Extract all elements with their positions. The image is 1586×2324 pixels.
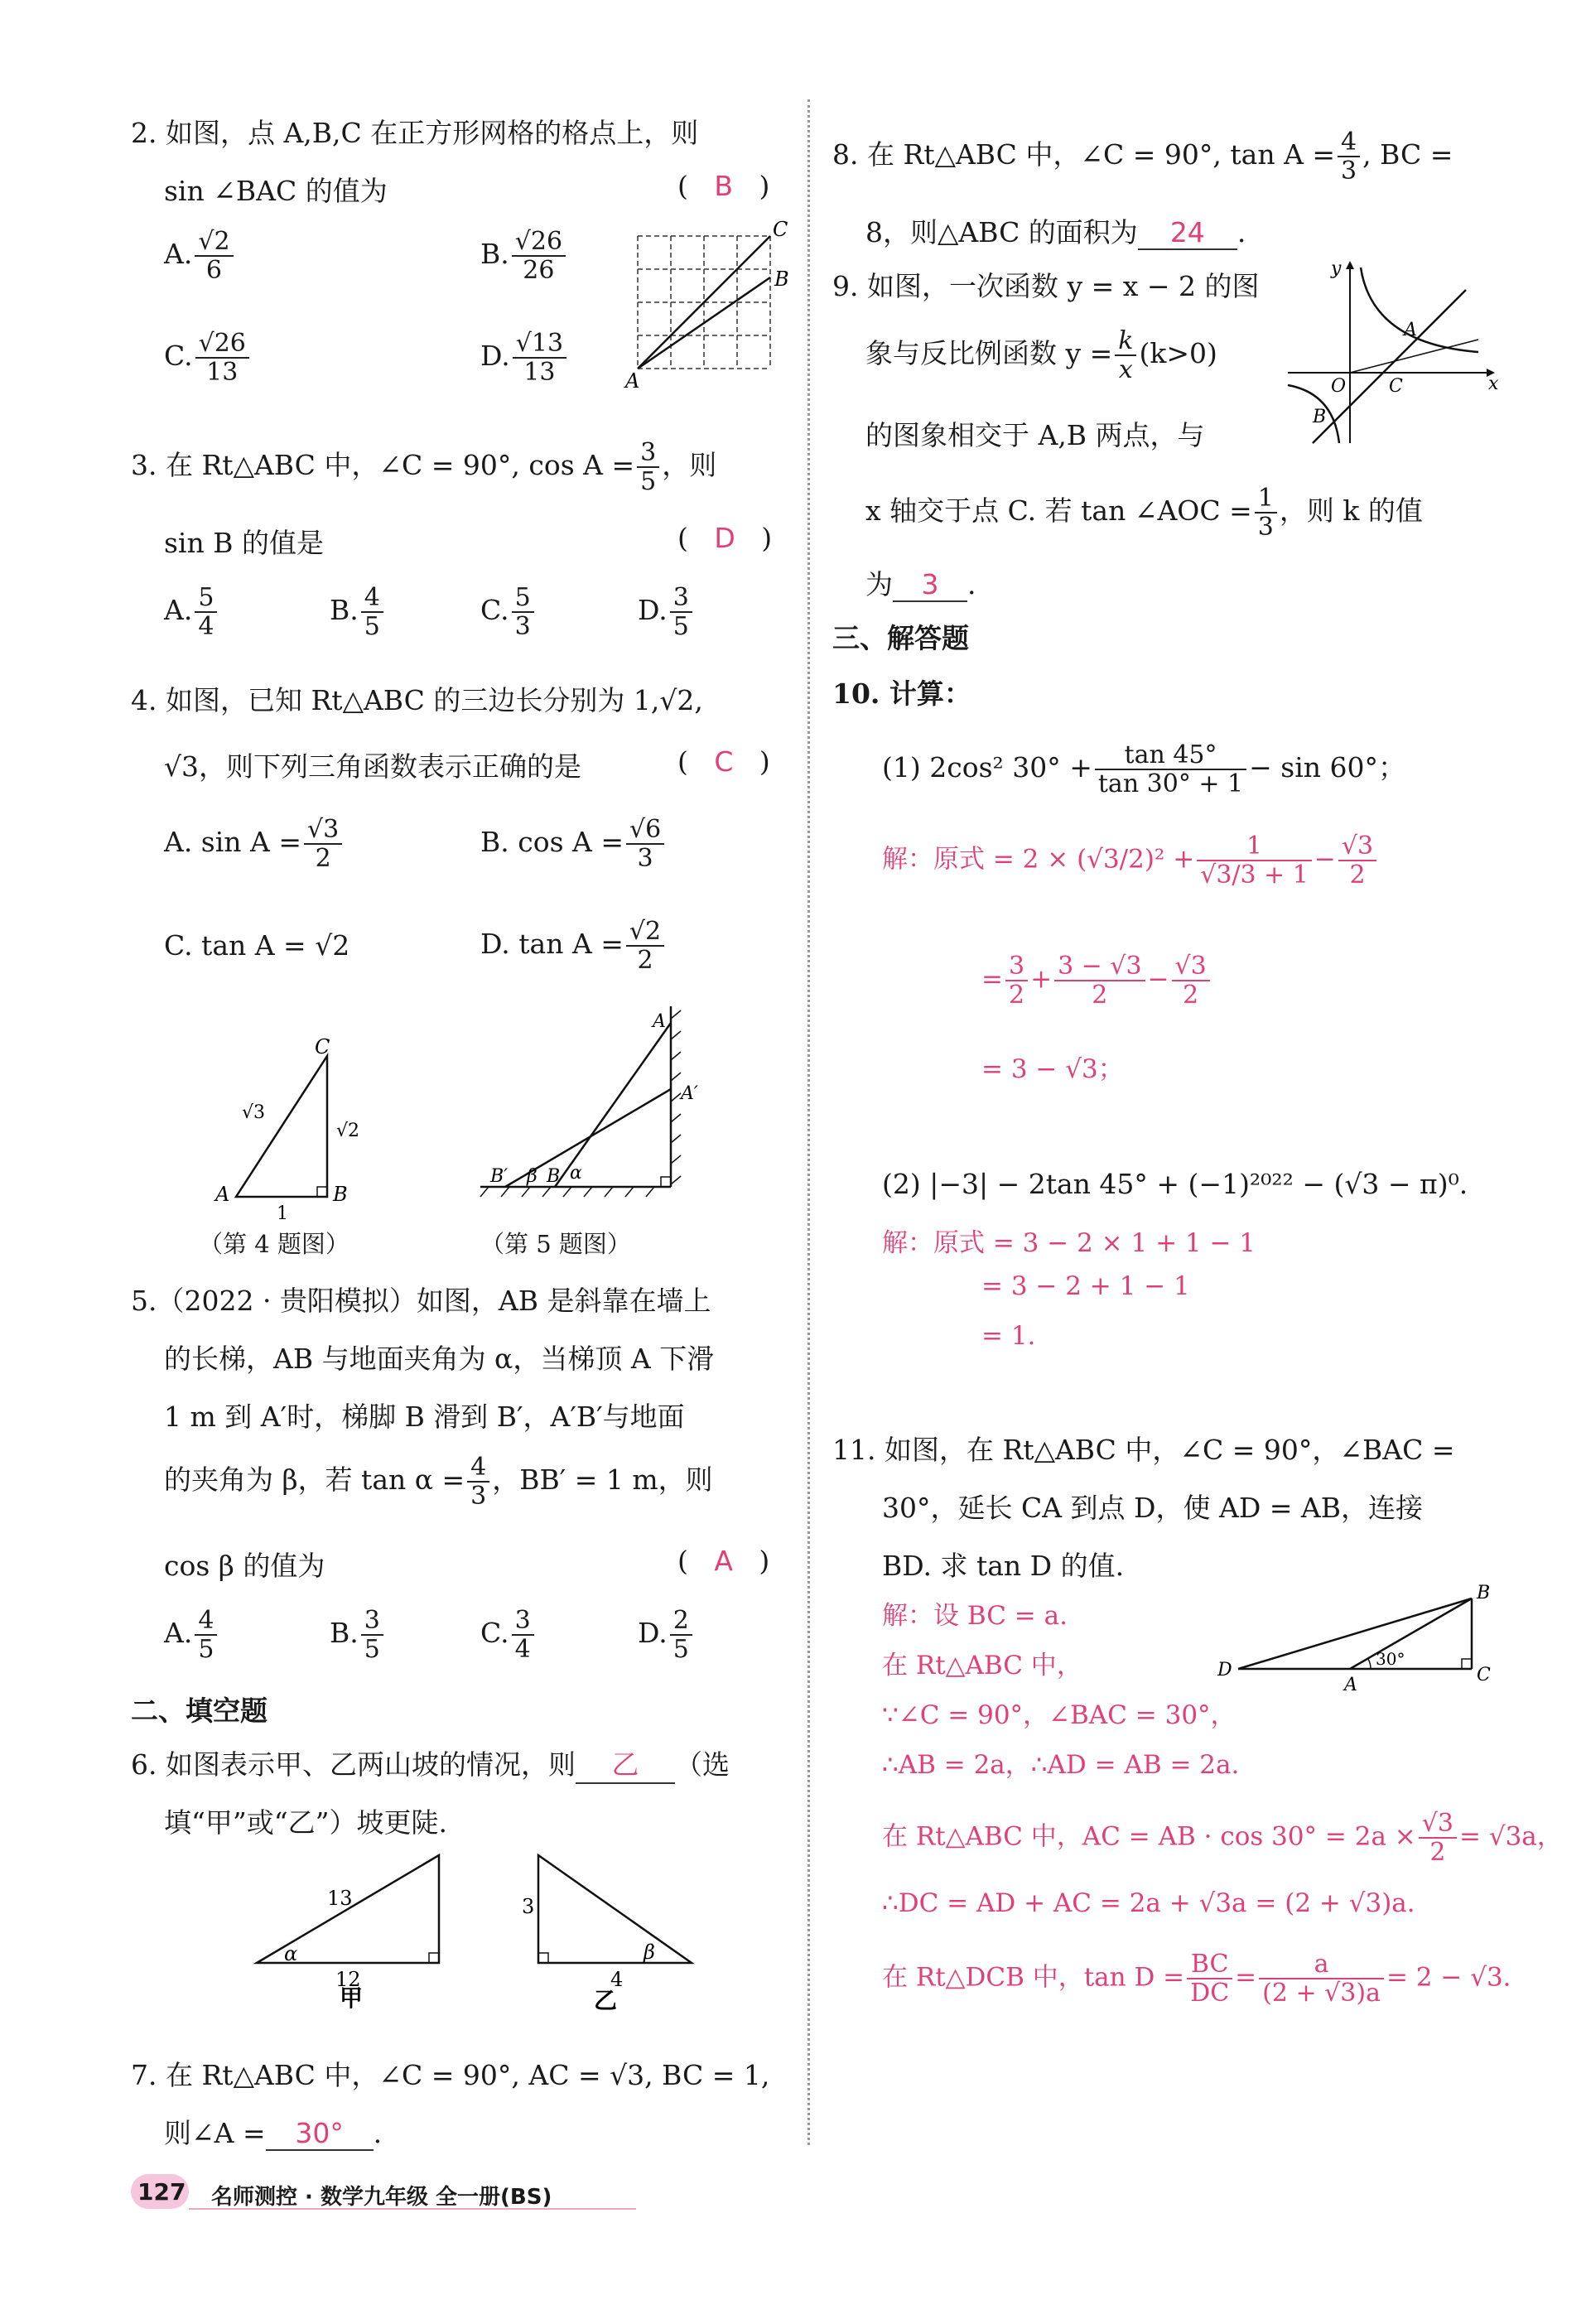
q3-stem-line1: 3. 在 Rt△ABC 中，∠C = 90°, cos A = $\frac{3}{5}$ ，则 bbox=[131, 438, 717, 496]
fig4-point-c: C bbox=[315, 1035, 330, 1058]
q3-answer: D bbox=[714, 522, 735, 554]
q11-angle-30: 30° bbox=[1376, 1649, 1405, 1669]
fig5-angle-beta: β bbox=[527, 1166, 538, 1187]
q3-option-b: B. $\frac{4}{5}$ bbox=[330, 584, 386, 640]
q5-option-a: A. $\frac{4}{5}$ bbox=[164, 1607, 219, 1663]
q11-point-d: D bbox=[1217, 1660, 1232, 1680]
q5-answer: A bbox=[714, 1545, 733, 1577]
q6-jia-base: 12 bbox=[335, 1968, 361, 1991]
q11-solution-line1: 解：设 BC = a. bbox=[882, 1601, 1068, 1631]
q4-stem-line1: 4. 如图，已知 Rt△ABC 的三边长分别为 1,√2, bbox=[131, 684, 703, 716]
footer-book-title: 名师测控 · 数学九年级 全一册(BS) bbox=[211, 2185, 552, 2210]
q11-line3: BD. 求 tan D 的值. bbox=[882, 1550, 1125, 1582]
q11-solution-line2: 在 Rt△ABC 中， bbox=[882, 1651, 1082, 1680]
page-number: 127 bbox=[137, 2178, 186, 2206]
q5-line1: 5.（2022 · 贵阳模拟）如图，AB 是斜靠在墙上 bbox=[131, 1285, 711, 1317]
q9-line1: 9. 如图，一次函数 y = x − 2 的图 bbox=[832, 270, 1260, 302]
column-divider bbox=[807, 99, 810, 2145]
q6-yi-angle: β bbox=[644, 1941, 655, 1964]
q2-option-b: B. $\frac{√26}{26}$ bbox=[480, 228, 568, 284]
q3-option-d: D. $\frac{3}{5}$ bbox=[638, 584, 695, 640]
q11-line1: 11. 如图，在 Rt△ABC 中，∠C = 90°，∠BAC = bbox=[832, 1434, 1455, 1466]
q8-line1: 8. 在 Rt△ABC 中，∠C = 90°, tan A = $\frac{4}{3}$ , BC = bbox=[832, 128, 1453, 186]
q11-solution-line7: 在 Rt△DCB 中，tan D = $\frac{BC}{DC}$ = $\frac{a}{(2 + √3)a}$ = 2 − √3. bbox=[882, 1950, 1511, 2008]
q9-function-graph bbox=[1280, 253, 1503, 456]
q6-yi-base: 4 bbox=[610, 1968, 624, 1991]
fig4-point-a: A bbox=[215, 1183, 230, 1206]
q2-option-d: D. $\frac{√13}{13}$ bbox=[480, 330, 569, 386]
q6-answer: 乙 bbox=[576, 1743, 675, 1784]
q10-solution2-line1: 解：原式 = 3 − 2 × 1 + 1 − 1 bbox=[882, 1228, 1256, 1258]
q6-slope-jia bbox=[244, 1847, 476, 2012]
q9-axis-y: y bbox=[1331, 258, 1342, 279]
q10-solution2-line3: = 1. bbox=[981, 1321, 1036, 1351]
q6-line2: 填“甲”或“乙”）坡更陡. bbox=[164, 1806, 447, 1839]
q7-line2: 则∠A = 30° . bbox=[164, 2117, 383, 2149]
q11-solution-line5: 在 Rt△ABC 中，AC = AB · cos 30° = 2a × $\frac{√3}{2}$ = √3a， bbox=[882, 1809, 1563, 1867]
q6-slope-yi bbox=[518, 1847, 708, 2014]
q2-stem-line1: 2. 如图，点 A,B,C 在正方形网格的格点上，则 bbox=[131, 117, 699, 149]
fig4-side-ab: 1 bbox=[277, 1203, 288, 1224]
q2-answer: B bbox=[714, 170, 733, 202]
q9-line5: 为 3 . bbox=[865, 568, 976, 600]
fig4-triangle bbox=[207, 1035, 398, 1234]
q11-point-c: C bbox=[1477, 1665, 1491, 1685]
fig5-point-a: A bbox=[653, 1011, 666, 1032]
q4-option-b: B. cos A = $\frac{√6}{3}$ bbox=[480, 816, 667, 872]
q3-stem-line2: sin B 的值是 bbox=[164, 527, 324, 559]
q5-option-d: D. $\frac{2}{5}$ bbox=[638, 1607, 695, 1663]
q5-line4: 的夹角为 β，若 tan α = $\frac{4}{3}$ ，BB′ = 1 m，则 bbox=[164, 1453, 713, 1511]
q11-solution-line6: ∴DC = AD + AC = 2a + √3a = (2 + √3)a. bbox=[882, 1888, 1415, 1918]
q9-axis-x: x bbox=[1488, 374, 1499, 394]
q2-answer-slot: ( B ) bbox=[677, 170, 770, 202]
q4-option-d: D. tan A = $\frac{√2}{2}$ bbox=[480, 918, 667, 974]
q7-answer: 30° bbox=[266, 2117, 374, 2151]
fig4-caption: （第 4 题图） bbox=[199, 1230, 349, 1258]
q10-part2: (2) |−3| − 2tan 45° + (−1)²⁰²² − (√3 − π)⁰. bbox=[882, 1168, 1468, 1200]
q9-line4: x 轴交于点 C. 若 tan ∠AOC = $\frac{1}{3}$ ，则 k 的值 bbox=[865, 484, 1423, 542]
q6-jia-hypotenuse: 13 bbox=[327, 1887, 353, 1910]
q11-triangle-figure bbox=[1213, 1578, 1507, 1710]
q11-solution-line3: ∵∠C = 90°，∠BAC = 30°， bbox=[882, 1700, 1237, 1730]
q5-line3: 1 m 到 A′时，梯脚 B 滑到 B′，A′B′与地面 bbox=[164, 1401, 685, 1433]
fig4-point-b: B bbox=[333, 1183, 348, 1206]
q8-line2: 8，则△ABC 的面积为 24 . bbox=[865, 216, 1246, 248]
q10-solution1-line3: = 3 − √3； bbox=[981, 1054, 1124, 1084]
q2-stem-line2: sin ∠BAC 的值为 bbox=[164, 175, 388, 207]
q10-solution1-line1: 解：原式 = 2 × (√3/2)² + $\frac{1}{√3/3 + 1}$ − $\frac{√3}{2}$ bbox=[882, 832, 1379, 889]
fig5-ladder bbox=[472, 998, 698, 1230]
fig5-caption: （第 5 题图） bbox=[480, 1230, 631, 1258]
fig4-side-bc: √2 bbox=[336, 1121, 360, 1141]
q3-option-a: A. $\frac{5}{4}$ bbox=[164, 584, 219, 640]
q9-answer: 3 bbox=[893, 568, 967, 602]
q3-answer-slot: ( D ) bbox=[677, 522, 773, 554]
q2-option-c: C. $\frac{√26}{13}$ bbox=[164, 330, 252, 386]
q5-option-b: B. $\frac{3}{5}$ bbox=[330, 1607, 386, 1663]
q4-option-c: C. tan A = √2 bbox=[164, 929, 350, 962]
q10-title: 10. 计算： bbox=[832, 677, 971, 710]
fig5-point-b-prime: B′ bbox=[490, 1166, 509, 1187]
q10-part1: (1) 2cos² 30° + $\frac{\tan 45^\circ}{\tan 30^\circ + 1}$ − sin 60°； bbox=[882, 740, 1406, 798]
q2-point-b: B bbox=[774, 268, 789, 291]
q9-point-a: A bbox=[1404, 320, 1417, 340]
q11-point-a: A bbox=[1344, 1675, 1357, 1695]
q9-origin: O bbox=[1331, 376, 1347, 397]
q3-option-c: C. $\frac{5}{3}$ bbox=[480, 584, 537, 640]
section-fill-in-title: 二、填空题 bbox=[131, 1695, 268, 1727]
fig5-angle-alpha: α bbox=[570, 1163, 582, 1184]
q4-option-a: A. sin A = $\frac{√3}{2}$ bbox=[164, 816, 345, 872]
q5-option-c: C. $\frac{3}{4}$ bbox=[480, 1607, 537, 1663]
q6-jia-label: 甲 bbox=[340, 1984, 364, 2012]
fig5-point-b: B bbox=[547, 1166, 561, 1187]
q6-yi-height: 3 bbox=[522, 1895, 535, 1918]
q11-point-b: B bbox=[1477, 1583, 1491, 1603]
fig4-side-ac: √3 bbox=[242, 1102, 266, 1123]
fig5-point-a-prime: A′ bbox=[681, 1083, 698, 1104]
q5-answer-slot: ( A ) bbox=[677, 1545, 770, 1577]
q10-solution2-line2: = 3 − 2 + 1 − 1 bbox=[981, 1271, 1190, 1301]
q8-answer: 24 bbox=[1138, 216, 1237, 250]
q6-line1: 6. 如图表示甲、乙两山坡的情况，则 乙 （选 bbox=[131, 1743, 730, 1784]
q9-point-c: C bbox=[1389, 376, 1403, 397]
q2-option-a: A. $\frac{√2}{6}$ bbox=[164, 228, 236, 284]
q4-answer: C bbox=[714, 745, 734, 778]
q9-line3: 的图象相交于 A,B 两点，与 bbox=[865, 419, 1205, 451]
q6-jia-angle: α bbox=[284, 1942, 298, 1965]
q9-point-b: B bbox=[1313, 407, 1327, 427]
q4-answer-slot: ( C ) bbox=[677, 745, 770, 778]
q7-line1: 7. 在 Rt△ABC 中，∠C = 90°, AC = √3, BC = 1, bbox=[131, 2059, 770, 2091]
q10-solution1-line2: = $\frac{3}{2}$ + $\frac{3 - √3}{2}$ − $\frac{√3}{2}$ bbox=[981, 952, 1212, 1009]
q4-stem-line2: √3，则下列三角函数表示正确的是 bbox=[164, 750, 582, 783]
q2-point-c: C bbox=[773, 218, 788, 241]
q2-grid-figure bbox=[625, 218, 799, 393]
section-solve-title: 三、解答题 bbox=[832, 622, 969, 654]
q11-line2: 30°，延长 CA 到点 D，使 AD = AB，连接 bbox=[882, 1492, 1423, 1524]
q2-point-a: A bbox=[625, 369, 640, 393]
q5-line5: cos β 的值为 bbox=[164, 1550, 325, 1582]
footer-rule bbox=[189, 2208, 636, 2210]
q6-yi-label: 乙 bbox=[594, 1987, 618, 2014]
q5-line2: 的长梯，AB 与地面夹角为 α，当梯顶 A 下滑 bbox=[164, 1343, 715, 1375]
q11-solution-line4: ∴AB = 2a，∴AD = AB = 2a. bbox=[882, 1750, 1240, 1780]
q9-line2: 象与反比例函数 y = $\frac{k}{x}$ (k>0) bbox=[865, 326, 1217, 384]
